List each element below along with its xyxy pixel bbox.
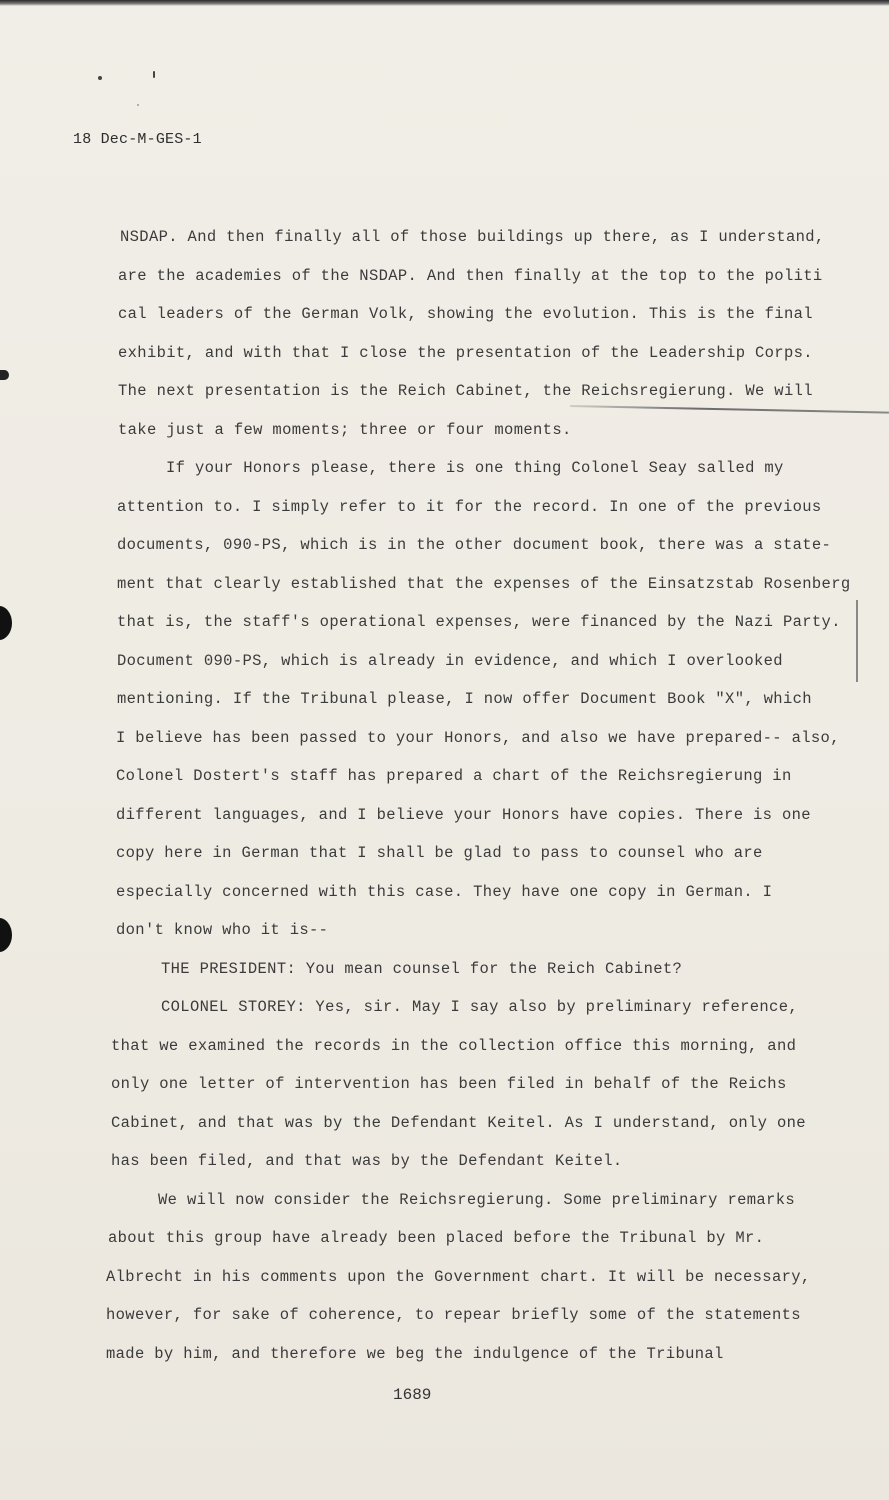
- text-line: If your Honors please, there is one thing Colonel Seay salled my: [166, 459, 784, 477]
- ink-speck: [153, 71, 155, 78]
- text-line: COLONEL STOREY: Yes, sir. May I say also by preliminary reference,: [161, 998, 798, 1016]
- text-line: has been filed, and that was by the Defendant Keitel.: [111, 1152, 623, 1170]
- text-line: documents, 090-PS, which is in the other document book, there was a state-: [117, 536, 832, 554]
- text-line: don't know who it is--: [116, 921, 329, 939]
- text-line: different languages, and I believe your Honors have copies. There is one: [116, 806, 811, 824]
- page-top-edge: [0, 0, 889, 6]
- text-line: that is, the staff's operational expenses, were financed by the Nazi Party.: [117, 613, 841, 631]
- text-line: however, for sake of coherence, to repear briefly some of the statements: [106, 1306, 801, 1324]
- text-line: are the academies of the NSDAP. And then finally at the top to the politi: [118, 267, 823, 285]
- ink-speck: [137, 104, 139, 106]
- text-line: made by him, and therefore we beg the indulgence of the Tribunal: [106, 1345, 724, 1363]
- text-line: I believe has been passed to your Honors, and also we have prepared-- also,: [116, 729, 840, 747]
- text-line: that we examined the records in the collection office this morning, and: [111, 1037, 797, 1055]
- text-line: cal leaders of the German Volk, showing the evolution. This is the final: [118, 305, 813, 323]
- text-line: NSDAP. And then finally all of those buildings up there, as I understand,: [120, 228, 825, 246]
- document-header: 18 Dec-M-GES-1: [73, 131, 202, 148]
- text-line: mentioning. If the Tribunal please, I now offer Document Book "X", which: [117, 690, 812, 708]
- text-line: The next presentation is the Reich Cabinet, the Reichsregierung. We will: [118, 382, 813, 400]
- pencil-underline: [570, 405, 889, 414]
- text-line: copy here in German that I shall be glad to pass to counsel who are: [116, 844, 763, 862]
- margin-pencil-mark: [856, 600, 858, 682]
- text-line: We will now consider the Reichsregierung. Some preliminary remarks: [158, 1191, 795, 1209]
- punch-hole: [0, 918, 12, 952]
- punch-hole: [0, 606, 12, 640]
- text-line: Cabinet, and that was by the Defendant Keitel. As I understand, only one: [111, 1114, 806, 1132]
- page-number: 1689: [393, 1386, 432, 1404]
- text-line: Albrecht in his comments upon the Government chart. It will be necessary,: [106, 1268, 811, 1286]
- text-line: about this group have already been placed before the Tribunal by Mr.: [108, 1229, 765, 1247]
- text-line: take just a few moments; three or four moments.: [118, 421, 572, 439]
- text-line: Document 090-PS, which is already in evidence, and which I overlooked: [117, 652, 783, 670]
- text-line: Colonel Dostert's staff has prepared a chart of the Reichsregierung in: [116, 767, 792, 785]
- ink-speck: [98, 76, 102, 80]
- text-line: THE PRESIDENT: You mean counsel for the Reich Cabinet?: [161, 960, 683, 978]
- text-line: especially concerned with this case. They have one copy in German. I: [116, 883, 773, 901]
- text-line: exhibit, and with that I close the presentation of the Leadership Corps.: [118, 344, 813, 362]
- page-edge-mark: [0, 370, 9, 380]
- text-line: ment that clearly established that the expenses of the Einsatzstab Rosenberg: [117, 575, 851, 593]
- text-line: attention to. I simply refer to it for the record. In one of the previous: [117, 498, 822, 516]
- text-line: only one letter of intervention has been filed in behalf of the Reichs: [111, 1075, 787, 1093]
